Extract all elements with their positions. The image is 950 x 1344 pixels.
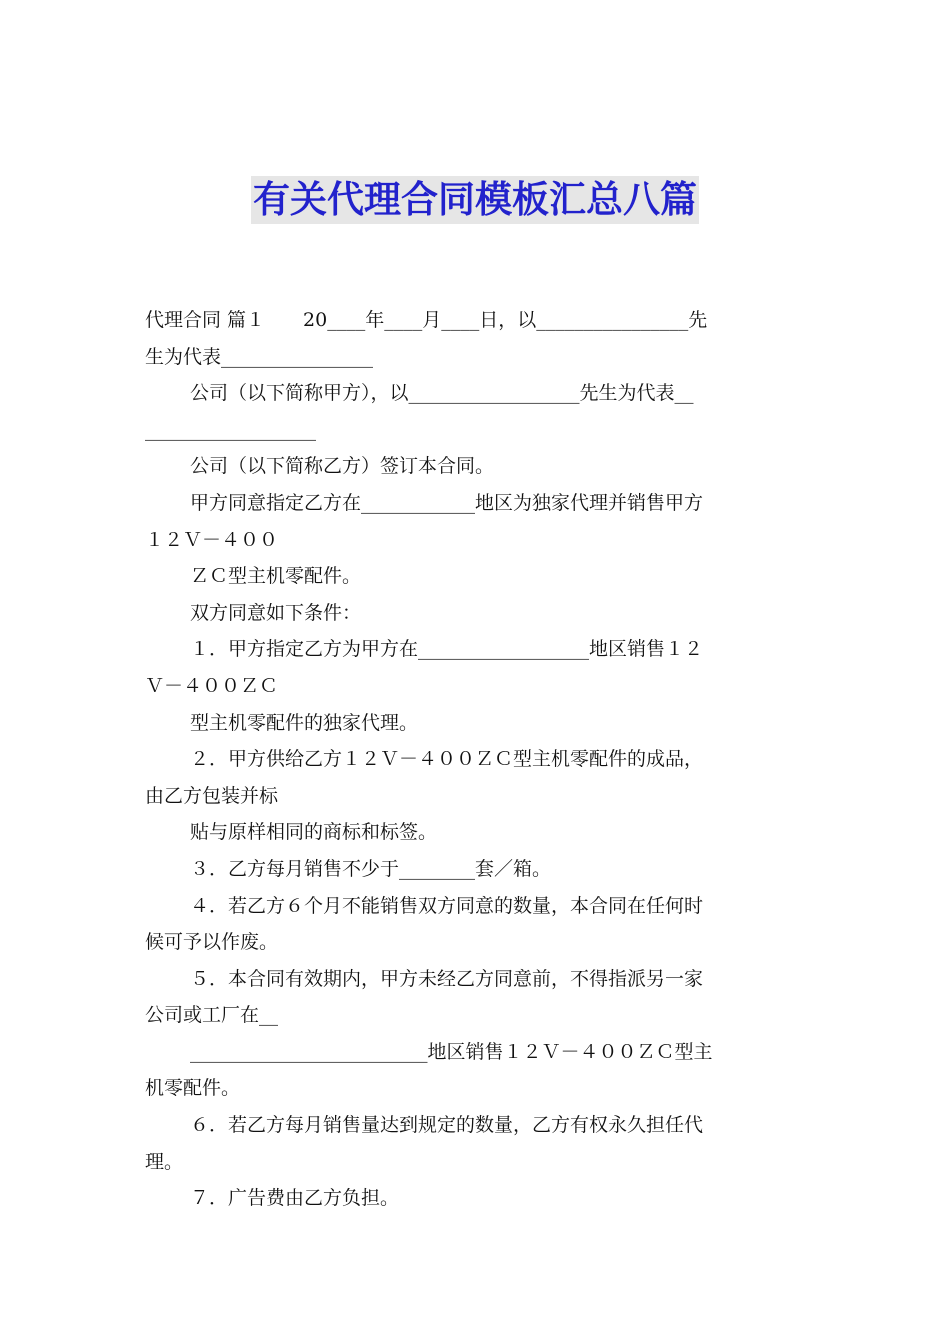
body-line: 生为代表________________ bbox=[145, 345, 374, 368]
body-line: ＺＣ型主机零配件。 bbox=[190, 565, 362, 588]
body-line: 由乙方包装并标 bbox=[145, 784, 279, 807]
body-line: ５．本合同有效期内，甲方未经乙方同意前，不得指派另一家 bbox=[190, 967, 704, 990]
body-line: ６．若乙方每月销售量达到规定的数量，乙方有权永久担任代 bbox=[190, 1114, 704, 1137]
body-line: ４．若乙方６个月不能销售双方同意的数量，本合同在任何时 bbox=[190, 894, 704, 917]
body-line: 双方同意如下条件： bbox=[190, 601, 362, 624]
body-line: ２．甲方供给乙方１２Ｖ－４００ＺＣ型主机零配件的成品， bbox=[190, 748, 704, 771]
body-line: 公司或工厂在__ bbox=[145, 1004, 279, 1027]
body-line: 公司（以下简称甲方），以__________________先生为代表__ bbox=[190, 382, 694, 405]
body-line: _________________________地区销售１２Ｖ－４００ＺＣ型主 bbox=[190, 1040, 713, 1063]
body-line: 甲方同意指定乙方在____________地区为独家代理并销售甲方 bbox=[190, 491, 704, 514]
body-line: 公司（以下简称乙方）签订本合同。 bbox=[190, 455, 495, 478]
body-line: 理。 bbox=[145, 1150, 184, 1173]
body-line: ３．乙方每月销售不少于________套／箱。 bbox=[190, 857, 552, 880]
body-line: __________________ bbox=[145, 418, 316, 441]
body-line: 机零配件。 bbox=[145, 1077, 241, 1100]
document-title: 有关代理合同模板汇总八篇 bbox=[251, 176, 699, 224]
body-line: １２Ｖ－４００ bbox=[145, 528, 279, 551]
body-line: 贴与原样相同的商标和标签。 bbox=[190, 821, 438, 844]
body-line: 候可予以作废。 bbox=[145, 931, 279, 954]
document-body bbox=[145, 302, 805, 1217]
body-line: 型主机零配件的独家代理。 bbox=[190, 711, 419, 734]
body-line: ７．广告费由乙方负担。 bbox=[190, 1187, 400, 1210]
body-line: １．甲方指定乙方为甲方在__________________地区销售１２ bbox=[190, 638, 704, 661]
body-line: Ｖ－４００ＺＣ bbox=[145, 674, 279, 697]
body-line: 代理合同 篇１ 20____年____月____日，以________________先 bbox=[145, 309, 708, 331]
title-container bbox=[0, 176, 950, 224]
